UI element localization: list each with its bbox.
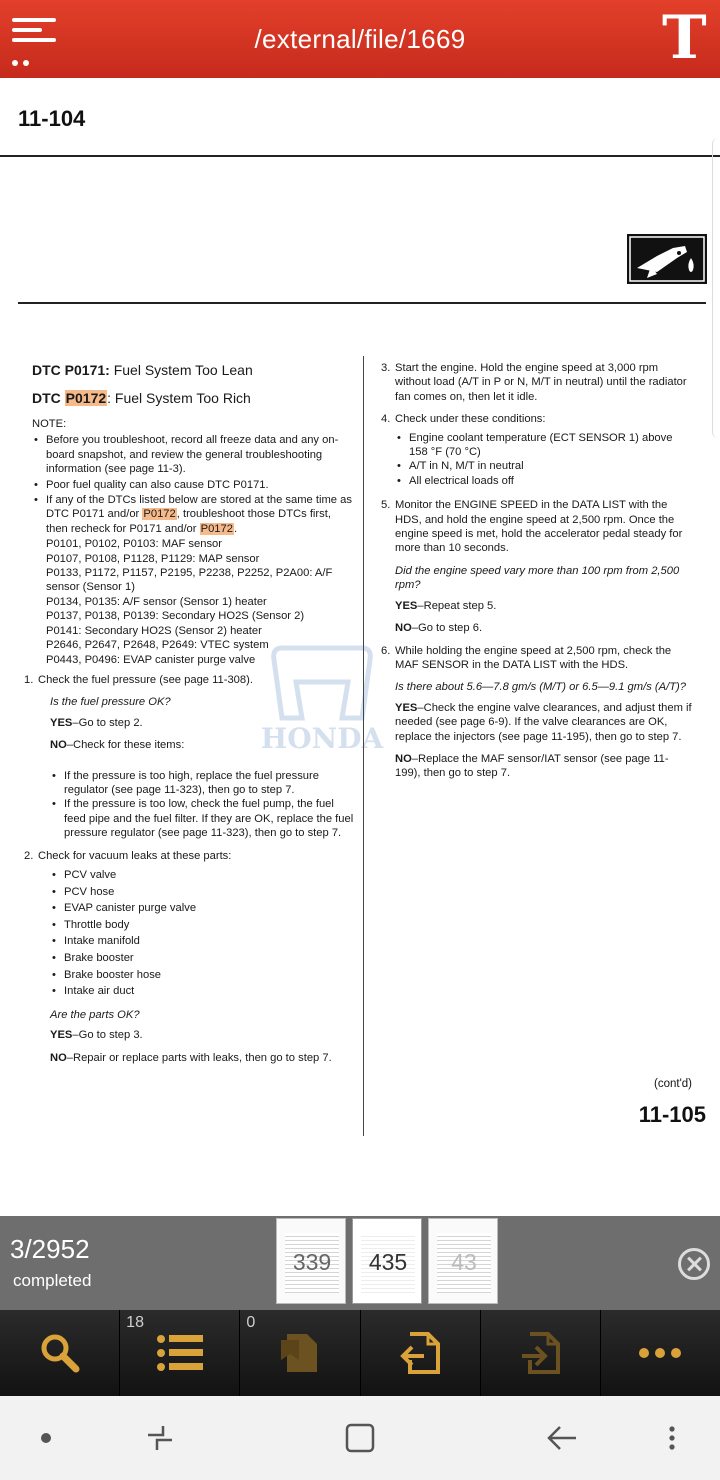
page-thumbnail[interactable]: 339: [276, 1218, 346, 1304]
step-yes: YES–Repeat step 5.: [395, 599, 497, 612]
step-yes: YES–Go to step 2.: [50, 716, 143, 729]
magnifier-icon: [38, 1331, 82, 1375]
part-item: • PCV valve: [50, 867, 354, 884]
home-icon[interactable]: [338, 1418, 382, 1458]
note-item: • If any of the DTCs listed below are stored at the same time as DTC P0171 and/or P0172, troubleshoot those DTCs first, then recheck for P0171 and/or P0172.: [32, 493, 354, 536]
step-question: Is there about 5.6—7.8 gm/s (M/T) or 6.5—9.1 gm/s (A/T)?: [395, 681, 686, 694]
step-5: 5. Monitor the ENGINE SPEED in the DATA LIST with the HDS, and hold the engine speed at 2,500 rpm. Once the engine speed is met, hold the accelerator pedal steady for more than 10 seconds.: [381, 499, 683, 555]
dtc-list-item: P2646, P2647, P2648, P2649: VTEC system: [46, 639, 269, 652]
dtc-list: [32, 537, 354, 667]
dot-icon[interactable]: [24, 1418, 68, 1458]
scroll-edge-indicator[interactable]: [712, 138, 720, 438]
recents-icon[interactable]: [138, 1418, 182, 1458]
system-nav-bar: [0, 1396, 720, 1480]
forward-page-button[interactable]: [481, 1310, 601, 1396]
step2-parts: [32, 867, 354, 1000]
svg-text:HONDA: HONDA: [260, 722, 384, 755]
app-bar: [0, 0, 720, 78]
step-yes: YES–Go to step 3.: [50, 1029, 143, 1042]
step4-items: [381, 431, 693, 489]
note-item: • Before you troubleshoot, record all freeze data and any on-board snapshot, and review the general troubleshooting information (see page 11-3).: [32, 433, 354, 476]
step-1: 1. Check the fuel pressure (see page 11-308).: [24, 673, 253, 686]
search-highlight: P0172: [143, 508, 176, 521]
more-dots-icon: [638, 1347, 682, 1359]
search-highlight: P0172: [200, 522, 233, 535]
list-count-badge: 18: [126, 1314, 144, 1331]
dtc-list-item: P0107, P0108, P1128, P1129: MAP sensor: [46, 552, 260, 565]
step-yes: YES–Check the engine valve clearances, and adjust them if needed (see page 6-9). If the valve clearances are OK, replace the injectors (see page 11-195), then go to step 7.: [395, 701, 692, 743]
step-item: • If the pressure is too low, check the fuel pump, the fuel feed pipe and the fuel filter. If they are OK, replace the fuel pressure regulator (see page 11-323), then go to step 7.: [50, 797, 354, 840]
back-arrow-icon[interactable]: [540, 1418, 584, 1458]
page-counter: 3/2952: [10, 1234, 90, 1264]
dtc-list-item: P0141: Secondary HO2S (Sensor 2) heater: [46, 624, 262, 637]
dtc-list-item: P0137, P0138, P0139: Secondary HO2S (Sensor 2): [46, 610, 305, 623]
dtc-list-item: P0133, P1172, P1157, P2195, P2238, P2252, P2A00: A/F sensor (Sensor 1): [46, 567, 333, 594]
list-button[interactable]: [120, 1310, 240, 1396]
bottom-toolbar: [0, 1310, 720, 1396]
more-button[interactable]: [601, 1310, 720, 1396]
step-item: • All electrical loads off: [395, 474, 693, 488]
step-item: • A/T in N, M/T in neutral: [395, 459, 693, 473]
step1-items: [32, 769, 354, 841]
step-question: Did the engine speed vary more than 100 rpm from 2,500 rpm?: [395, 564, 680, 592]
step-question: Is the fuel pressure OK?: [50, 696, 171, 709]
bookmark-button[interactable]: [240, 1310, 360, 1396]
header-divider: [0, 155, 720, 157]
dtc-list-item: P0101, P0102, P0103: MAF sensor: [46, 538, 223, 551]
part-item: • Intake air duct: [50, 983, 354, 1000]
note-item: • Poor fuel quality can also cause DTC P0171.: [32, 478, 354, 492]
step-no: NO–Check for these items:: [50, 739, 185, 752]
page-thumbnail-current[interactable]: 435: [352, 1218, 422, 1304]
fuel-pump-nozzle-icon: [627, 234, 707, 284]
step-item: • If the pressure is too high, replace the fuel pressure regulator (see page 11-323), then go to step 7.: [50, 769, 354, 798]
bookmark-count-badge: 0: [246, 1314, 256, 1331]
column-divider: [363, 356, 364, 1136]
search-highlight: P0172: [65, 390, 107, 406]
page-number-right: 11-105: [638, 1102, 706, 1127]
list-icon: [156, 1333, 204, 1373]
part-item: • Brake booster: [50, 950, 354, 967]
continued-label: (cont'd): [654, 1078, 692, 1090]
close-icon[interactable]: [678, 1248, 710, 1280]
search-button[interactable]: [0, 1310, 120, 1396]
document-page[interactable]: [0, 78, 720, 1216]
part-item: • Throttle body: [50, 917, 354, 934]
t-logo-icon[interactable]: T: [662, 3, 707, 73]
part-item: • Brake booster hose: [50, 967, 354, 984]
page-number-left: 11-104: [18, 106, 86, 131]
page-progress-overlay: [0, 1216, 720, 1310]
step-no: NO–Replace the MAF sensor/IAT sensor (see page 11-199), then go to step 7.: [395, 752, 669, 780]
back-page-button[interactable]: [361, 1310, 481, 1396]
part-item: • PCV hose: [50, 884, 354, 901]
overflow-icon[interactable]: [650, 1418, 694, 1458]
step-6: 6. While holding the engine speed at 2,500 rpm, check the MAF SENSOR in the DATA LIST with the HDS.: [381, 644, 672, 671]
step-2: 2. Check for vacuum leaks at these parts:: [24, 849, 232, 862]
page-back-icon: [396, 1330, 444, 1376]
dtc-list-item: P0443, P0496: EVAP canister purge valve: [46, 653, 256, 666]
page-bookmark-icon: [277, 1330, 323, 1376]
part-item: • EVAP canister purge valve: [50, 900, 354, 917]
page-forward-icon: [516, 1330, 564, 1376]
app-title: /external/file/1669: [254, 24, 466, 54]
dtc-heading-p0172: DTC P0172: Fuel System Too Rich: [32, 390, 251, 406]
progress-label: completed: [13, 1271, 92, 1290]
right-column: [381, 361, 693, 789]
step-question: Are the parts OK?: [50, 1008, 140, 1021]
left-column: [24, 361, 354, 1073]
part-item: • Intake manifold: [50, 933, 354, 950]
step-no: NO–Repair or replace parts with leaks, then go to step 7.: [50, 1051, 332, 1064]
step-3: 3. Start the engine. Hold the engine speed at 3,000 rpm without load (A/T in P or N, M/T in neutral) until the radiator fan comes on, then let it idle.: [381, 362, 687, 403]
note-label: NOTE:: [32, 418, 67, 430]
step-no: NO–Go to step 6.: [395, 622, 483, 635]
section-divider: [18, 302, 706, 304]
dtc-list-item: P0134, P0135: A/F sensor (Sensor 1) heater: [46, 595, 267, 608]
page-thumbnail[interactable]: 43: [428, 1218, 498, 1304]
dtc-heading-p0171: DTC P0171: Fuel System Too Lean: [32, 362, 253, 378]
step-4: 4. Check under these conditions:: [381, 413, 546, 426]
step-item: • Engine coolant temperature (ECT SENSOR 1) above 158 °F (70 °C): [395, 431, 693, 460]
